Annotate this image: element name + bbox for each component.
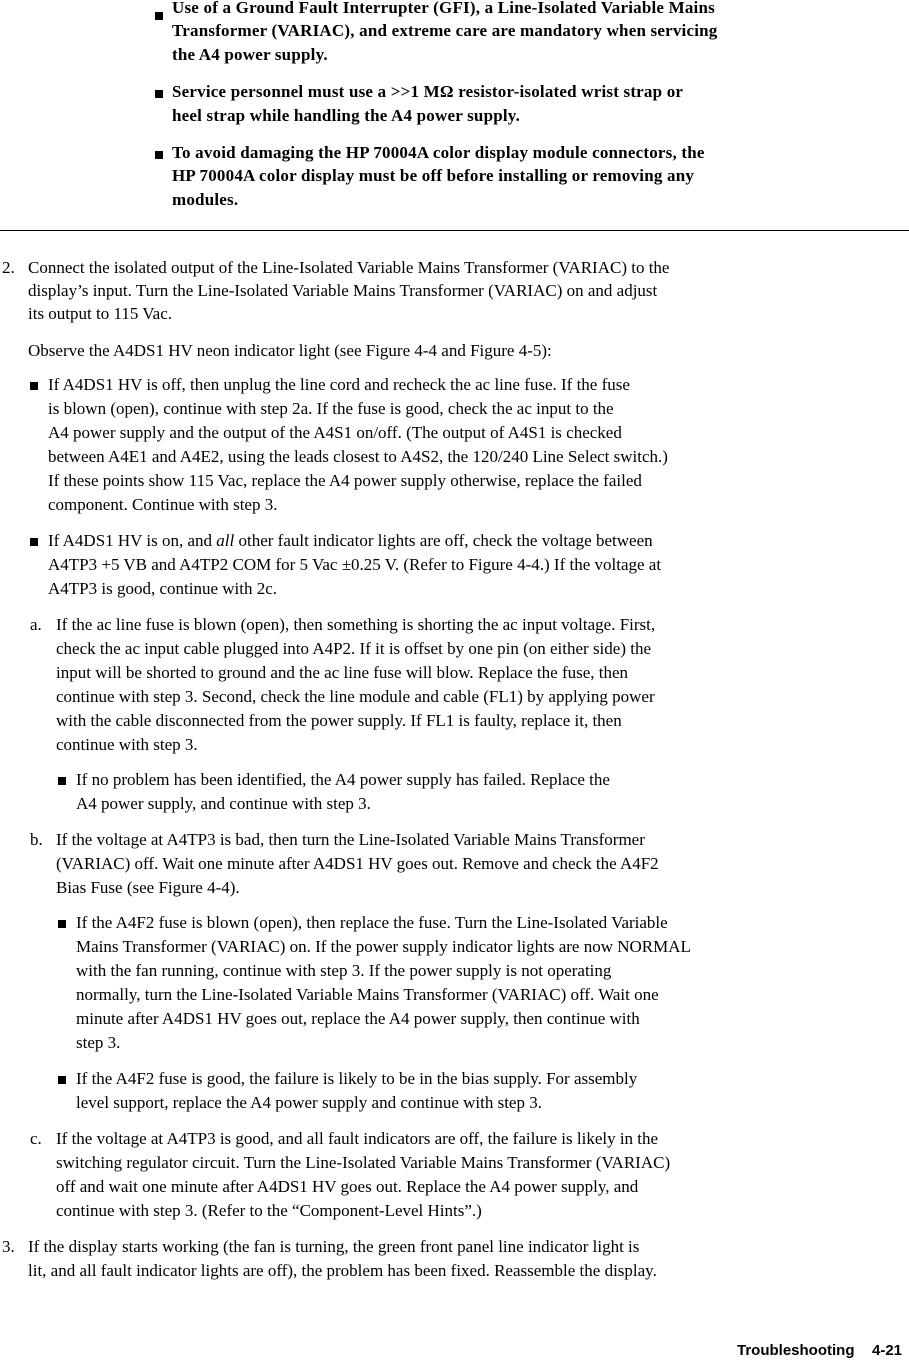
step-number: 2.	[2, 258, 15, 277]
bullet-text: component. Continue with step 3.	[48, 495, 278, 514]
substep-text: continue with step 3. (Refer to the “Component-Level Hints”.)	[56, 1201, 482, 1220]
bullet-text: A4 power supply and the output of the A4S1 on/off. (The output of A4S1 is checked	[48, 423, 622, 442]
footer-section: Troubleshooting	[737, 1342, 855, 1359]
substep-text: continue with step 3. Second, check the line module and cable (FL1) by applying power	[56, 687, 655, 706]
substep-text: Bias Fuse (see Figure 4-4).	[56, 878, 240, 897]
warning-text: Service personnel must use a >>1 MΩ resistor-isolated wrist strap or	[172, 82, 684, 101]
substep-text: switching regulator circuit. Turn the Line-Isolated Variable Mains Transformer (VARIAC)	[56, 1153, 671, 1172]
bullet-text: If the A4F2 fuse is good, the failure is likely to be in the bias supply. For assembly	[76, 1069, 638, 1088]
bullet-icon	[58, 777, 66, 785]
substep-label: c.	[30, 1129, 42, 1148]
substep-text: If the ac line fuse is blown (open), then something is shorting the ac input voltage. First,	[56, 615, 656, 634]
substep-text: If the voltage at A4TP3 is bad, then turn the Line-Isolated Variable Mains Transformer	[56, 830, 645, 849]
step-text: Connect the isolated output of the Line-Isolated Variable Mains Transformer (VARIAC) to the	[28, 258, 670, 277]
bullet-text: If A4DS1 HV is on, and all other fault indicator lights are off, check the voltage between	[48, 531, 653, 550]
bullet-text: A4TP3 +5 VB and A4TP2 COM for 5 Vac ±0.25 V. (Refer to Figure 4-4.) If the voltage at	[48, 555, 662, 574]
bullet-text: A4 power supply, and continue with step 3.	[76, 794, 371, 813]
bullet-text: level support, replace the A4 power supply and continue with step 3.	[76, 1093, 542, 1112]
bullet-icon	[155, 12, 163, 20]
step-text: display’s input. Turn the Line-Isolated Variable Mains Transformer (VARIAC) on and adjust	[28, 281, 658, 300]
bullet-text: is blown (open), continue with step 2a. If the fuse is good, check the ac input to the	[48, 399, 614, 418]
bullet-text: If the A4F2 fuse is blown (open), then replace the fuse. Turn the Line-Isolated Variable	[76, 913, 668, 932]
warning-text: Transformer (VARIAC), and extreme care are mandatory when servicing	[172, 21, 718, 40]
bullet-icon	[30, 382, 38, 390]
step-text: its output to 115 Vac.	[28, 304, 173, 323]
substep-text: continue with step 3.	[56, 735, 198, 754]
footer-page-number: 4-21	[872, 1342, 903, 1359]
warning-text: modules.	[172, 190, 239, 209]
bullet-icon	[58, 920, 66, 928]
bullet-text: minute after A4DS1 HV goes out, replace the A4 power supply, then continue with	[76, 1009, 640, 1028]
bullet-text: If A4DS1 HV is off, then unplug the line cord and recheck the ac line fuse. If the fuse	[48, 375, 630, 394]
substep-label: a.	[30, 615, 42, 634]
step-number: 3.	[2, 1237, 15, 1256]
step-text: If the display starts working (the fan is turning, the green front panel line indicator light is	[28, 1237, 640, 1256]
warning-text: To avoid damaging the HP 70004A color display module connectors, the	[172, 143, 705, 162]
bullet-text: If no problem has been identified, the A4 power supply has failed. Replace the	[76, 770, 610, 789]
substep-label: b.	[30, 830, 43, 849]
warning-text: Use of a Ground Fault Interrupter (GFI), a Line-Isolated Variable Mains	[172, 0, 715, 17]
bullet-text: with the fan running, continue with step 3. If the power supply is not operating	[76, 961, 612, 980]
emphasis-text: all	[216, 531, 235, 550]
bullet-icon	[30, 538, 38, 546]
substep-text: check the ac input cable plugged into A4P2. If it is offset by one pin (on either side) the	[56, 639, 652, 658]
substep-text: off and wait one minute after A4DS1 HV goes out. Replace the A4 power supply, and	[56, 1177, 639, 1196]
bullet-icon	[155, 151, 163, 159]
bullet-icon	[58, 1076, 66, 1084]
substep-text: If the voltage at A4TP3 is good, and all fault indicators are off, the failure is likely in the	[56, 1129, 659, 1148]
warning-text: HP 70004A color display must be off before installing or removing any	[172, 166, 695, 185]
bullet-text: normally, turn the Line-Isolated Variable Mains Transformer (VARIAC) off. Wait one	[76, 985, 659, 1004]
warning-text: the A4 power supply.	[172, 45, 328, 64]
step-text: lit, and all fault indicator lights are off), the problem has been fixed. Reassemble the display.	[28, 1261, 657, 1280]
bullet-text: A4TP3 is good, continue with 2c.	[48, 579, 278, 598]
observe-text: Observe the A4DS1 HV neon indicator light (see Figure 4-4 and Figure 4-5):	[28, 341, 552, 360]
bullet-text: between A4E1 and A4E2, using the leads closest to A4S2, the 120/240 Line Select switch.)	[48, 447, 668, 466]
bullet-text: If these points show 115 Vac, replace the A4 power supply otherwise, replace the failed	[48, 471, 642, 490]
substep-text: (VARIAC) off. Wait one minute after A4DS1 HV goes out. Remove and check the A4F2	[56, 854, 659, 873]
bullet-text: step 3.	[76, 1033, 121, 1052]
warning-text: heel strap while handling the A4 power supply.	[172, 106, 521, 125]
divider	[0, 230, 909, 231]
substep-text: with the cable disconnected from the power supply. If FL1 is faulty, replace it, then	[56, 711, 622, 730]
bullet-text: Mains Transformer (VARIAC) on. If the power supply indicator lights are now NORMAL	[76, 937, 691, 956]
substep-text: input will be shorted to ground and the ac line fuse will blow. Replace the fuse, then	[56, 663, 629, 682]
bullet-icon	[155, 90, 163, 98]
